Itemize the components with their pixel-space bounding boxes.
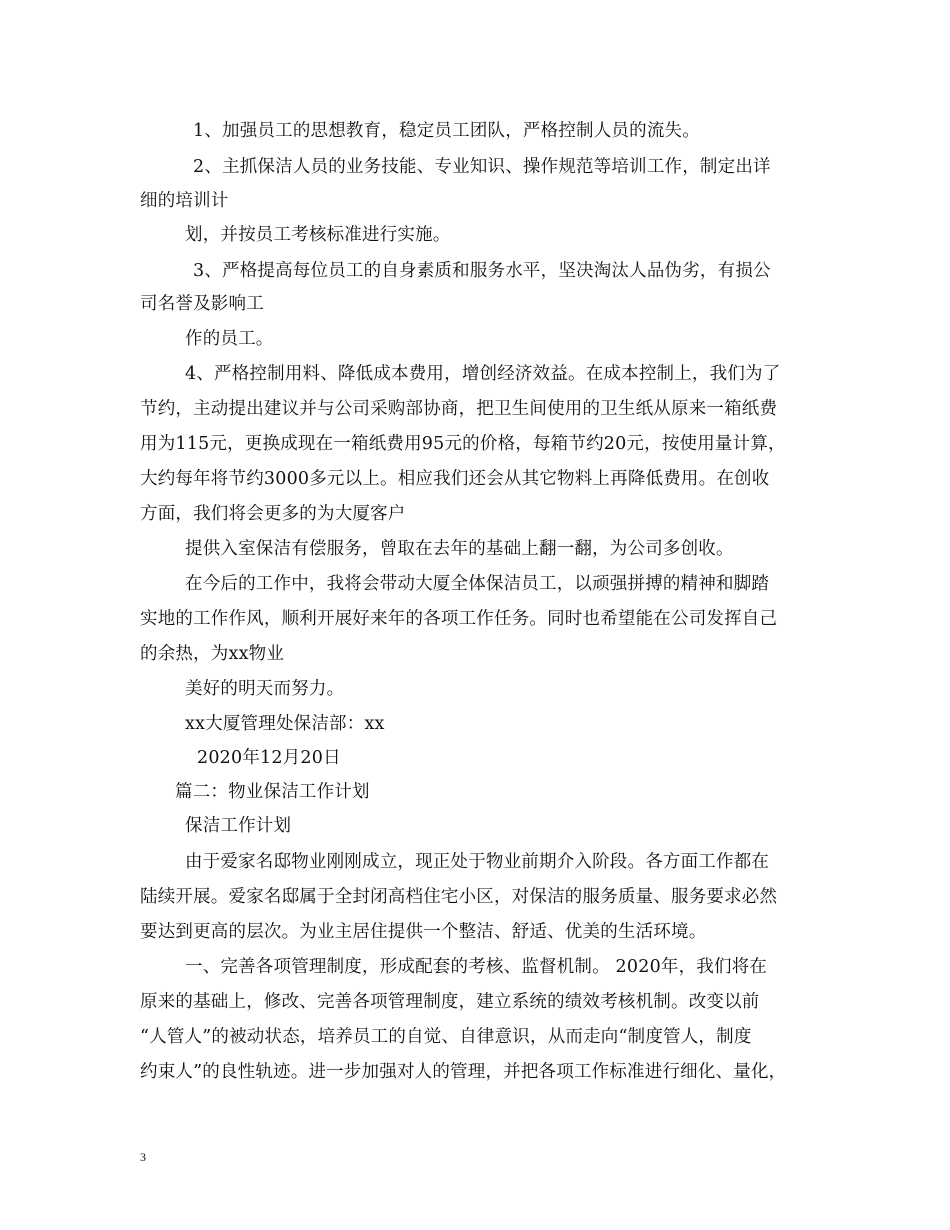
text-line: 一、完善各项管理制度，形成配套的考核、监督机制。 2020年，我们将在 (185, 957, 768, 977)
page-number: 3 (140, 1150, 146, 1164)
text-line: 大约每年将节约3000多元以上。相应我们还会从其它物料上再降低费用。在创收 (140, 469, 770, 489)
text-line: 陆续开展。爱家名邸属于全封闭高档住宅小区，对保洁的服务质量、服务要求必然 (140, 887, 778, 907)
text-line: “人管人”的被动状态，培养员工的自觉、自律意识，从而走向“制度管人，制度 (140, 1027, 752, 1047)
text-line: 的余热，为xx物业 (140, 644, 285, 664)
text-line: 划，并按员工考核标准进行实施。 (185, 225, 451, 245)
signature-line: xx大厦管理处保洁部：xx (185, 714, 385, 734)
text-line: 要达到更高的层次。为业主居住提供一个整洁、舒适、优美的生活环境。 (140, 922, 707, 942)
text-line: 4、严格控制用料、降低成本费用，增创经济效益。在成本控制上，我们为了 (185, 364, 781, 384)
text-line: 方面，我们将会更多的为大厦客户 (140, 504, 406, 524)
section-heading: 篇二：物业保洁工作计划 (175, 782, 370, 802)
text-line: 实地的工作作风，顺利开展好来年的各项工作任务。同时也希望能在公司发挥自己 (140, 609, 778, 629)
text-line: 原来的基础上，修改、完善各项管理制度，建立系统的绩效考核机制。改变以前 (140, 992, 760, 1012)
text-line: 用为115元，更换成现在一箱纸费用95元的价格，每箱节约20元，按使用量计算， (140, 434, 786, 454)
text-line: 节约，主动提出建议并与公司采购部协商，把卫生间使用的卫生纸从原来一箱纸费 (140, 399, 778, 419)
text-line: 3、严格提高每位员工的自身素质和服务水平，坚决淘汰人品伪劣，有损公 (193, 261, 771, 281)
text-line: 美好的明天而努力。 (185, 679, 345, 699)
text-line: 在今后的工作中，我将会带动大厦全体保洁员工，以顽强拼搏的精神和脚踏 (185, 574, 770, 594)
text-line: 司名誉及影响工 (140, 294, 264, 314)
date-line: 2020年12月20日 (197, 748, 341, 768)
text-line: 2、主抓保洁人员的业务技能、专业知识、操作规范等培训工作，制定出详 (193, 157, 771, 177)
text-line: 细的培训计 (140, 191, 229, 211)
text-line: 约束人”的良性轨迹。进一步加强对人的管理，并把各项工作标准进行细化、量化， (140, 1062, 787, 1082)
text-line: 由于爱家名邸物业刚刚成立，现正处于物业前期介入阶段。各方面工作都在 (185, 852, 770, 872)
document-subtitle: 保洁工作计划 (185, 816, 292, 836)
text-line: 提供入室保洁有偿服务，曾取在去年的基础上翻一翻，为公司多创收。 (185, 539, 734, 559)
text-line: 作的员工。 (185, 329, 274, 349)
text-line: 1、加强员工的思想教育，稳定员工团队，严格控制人员的流失。 (193, 121, 700, 141)
